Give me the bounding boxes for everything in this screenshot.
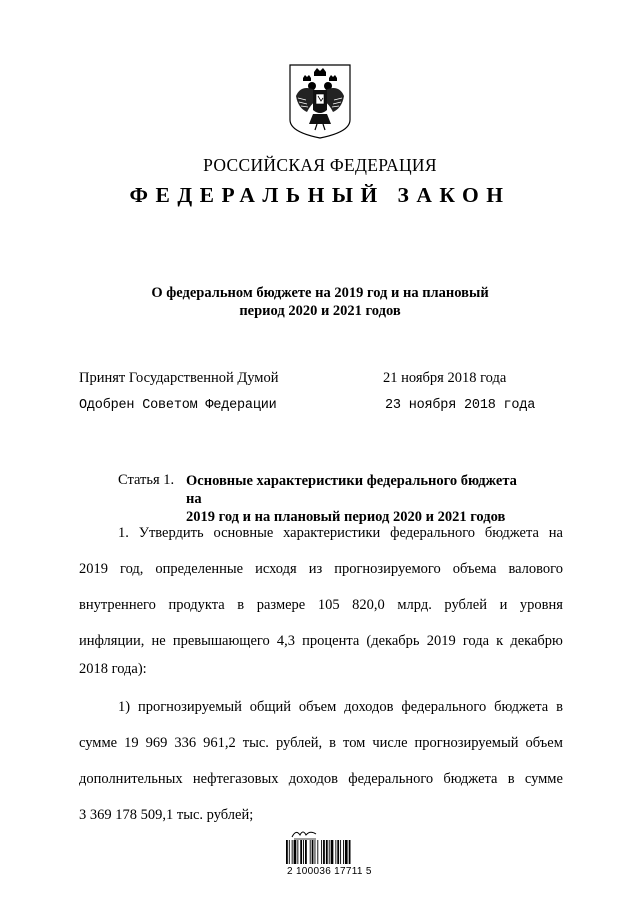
coat-of-arms-emblem	[287, 62, 353, 140]
word: валового	[508, 561, 563, 577]
word: 336	[174, 735, 197, 751]
barcode-bar	[321, 840, 322, 864]
word: размере	[256, 597, 306, 613]
barcode-bar	[303, 840, 304, 864]
word: год,	[120, 561, 144, 577]
word: дополнительных	[79, 771, 183, 787]
article-number: Статья 1.	[118, 472, 175, 488]
word: исходя	[255, 561, 297, 577]
adopted-date: 21 ноября 2018 года	[383, 370, 507, 386]
word: рублей	[444, 597, 487, 613]
word: 2019	[79, 561, 108, 577]
word: внутреннего	[79, 597, 156, 613]
barcode	[286, 840, 372, 864]
word: превышающего	[172, 633, 270, 649]
word: объема	[452, 561, 497, 577]
word: не	[151, 633, 166, 649]
barcode-bar	[286, 840, 288, 864]
word: определенные	[155, 561, 244, 577]
word: в	[556, 699, 563, 715]
country-heading: РОССИЙСКАЯ ФЕДЕРАЦИЯ	[203, 155, 437, 175]
barcode-number: 2 100036 17711 5	[287, 866, 372, 877]
word: прогнозируемый	[137, 699, 242, 715]
law-title	[100, 284, 540, 320]
barcode-bar	[317, 840, 318, 864]
paragraph-2-line	[79, 770, 563, 788]
word: федерального	[348, 771, 434, 787]
paragraph-1-line	[79, 560, 563, 578]
word: прогнозируемый	[414, 735, 519, 751]
word: в	[329, 735, 337, 751]
paragraph-1-line	[118, 524, 563, 542]
barcode-bar	[323, 840, 325, 864]
word: декабрю	[510, 633, 563, 649]
word: нефтегазовых	[192, 771, 279, 787]
paragraph-2-line	[79, 734, 563, 752]
barcode-bar	[292, 840, 293, 864]
word: доходов	[288, 771, 338, 787]
word: продукта	[168, 597, 225, 613]
word: инфляции,	[79, 633, 145, 649]
paragraph-text: 3 369 178 509,1 тыс. рублей;	[79, 807, 254, 823]
approved-date: 23 ноября 2018 года	[385, 398, 536, 413]
word: федерального	[390, 525, 476, 541]
word: к	[496, 633, 504, 649]
word: 4,3	[276, 633, 295, 649]
barcode-bar	[337, 840, 339, 864]
word: общий	[249, 699, 292, 715]
article-title-line-1: Основные характеристики федерального бюджета на	[186, 473, 517, 507]
word: бюджета	[494, 699, 549, 715]
law-title-line-1: О федеральном бюджете на 2019 год и на плановый	[151, 285, 489, 301]
barcode-bar	[331, 840, 334, 864]
paragraph-text: 2018 года):	[79, 661, 147, 677]
word: 1.	[118, 525, 129, 541]
paragraph-1-line	[79, 596, 563, 614]
barcode-bar	[289, 840, 290, 864]
paragraph-1-line	[79, 660, 563, 678]
word: в	[507, 771, 515, 787]
article-title-line-2: 2019 год и на плановый период 2020 и 2021 годов	[186, 509, 506, 525]
barcode-bar	[315, 840, 316, 864]
barcode-bar	[343, 840, 344, 864]
word: Утвердить	[138, 525, 204, 541]
barcode-bar	[297, 840, 298, 864]
word: на	[548, 525, 563, 541]
word: рублей,	[275, 735, 323, 751]
word: из	[308, 561, 323, 577]
barcode-bar	[310, 840, 311, 864]
word: процента	[302, 633, 360, 649]
word: 969	[145, 735, 168, 751]
signature-mark	[290, 826, 320, 840]
word: сумме	[79, 735, 118, 751]
barcode-bar	[335, 840, 336, 864]
barcode-bar	[349, 840, 351, 864]
word: 2019	[426, 633, 456, 649]
word: 105	[317, 597, 340, 613]
word: 1)	[118, 699, 131, 715]
paragraph-1-line	[79, 632, 563, 650]
word: объем	[525, 735, 563, 751]
paragraph-2-line	[79, 806, 563, 824]
adopted-by-duma-label: Принят Государственной Думой	[79, 370, 279, 386]
word: года	[462, 633, 490, 649]
barcode-bar	[326, 840, 328, 864]
word: числе	[372, 735, 408, 751]
barcode-bar	[345, 840, 348, 864]
word: том	[343, 735, 366, 751]
barcode-bar	[294, 840, 297, 864]
word: тыс.	[242, 735, 269, 751]
word: 19	[124, 735, 139, 751]
word: (декабрь	[366, 633, 420, 649]
word: доходов	[344, 699, 394, 715]
barcode-bar	[312, 840, 314, 864]
word: бюджета	[484, 525, 539, 541]
word: 961,2	[203, 735, 236, 751]
law-type-heading: ФЕДЕРАЛЬНЫЙ ЗАКОН	[129, 183, 511, 207]
barcode-bar	[340, 840, 341, 864]
word: федерального	[401, 699, 487, 715]
approved-by-council-label: Одобрен Советом Федерации	[79, 398, 277, 413]
word: уровня	[519, 597, 563, 613]
word: и	[499, 597, 508, 613]
word: в	[237, 597, 245, 613]
word: бюджета	[443, 771, 498, 787]
word: млрд.	[397, 597, 432, 613]
word: прогнозируемого	[334, 561, 441, 577]
word: основные	[213, 525, 274, 541]
word: 820,0	[352, 597, 385, 613]
word: характеристики	[283, 525, 381, 541]
law-title-line-2: период 2020 и 2021 годов	[239, 303, 401, 319]
article-title	[186, 472, 526, 526]
paragraph-2-line	[118, 698, 563, 716]
word: объем	[298, 699, 337, 715]
barcode-bar	[329, 840, 330, 864]
word: сумме	[524, 771, 563, 787]
barcode-bar	[305, 840, 307, 864]
barcode-bar	[300, 840, 302, 864]
